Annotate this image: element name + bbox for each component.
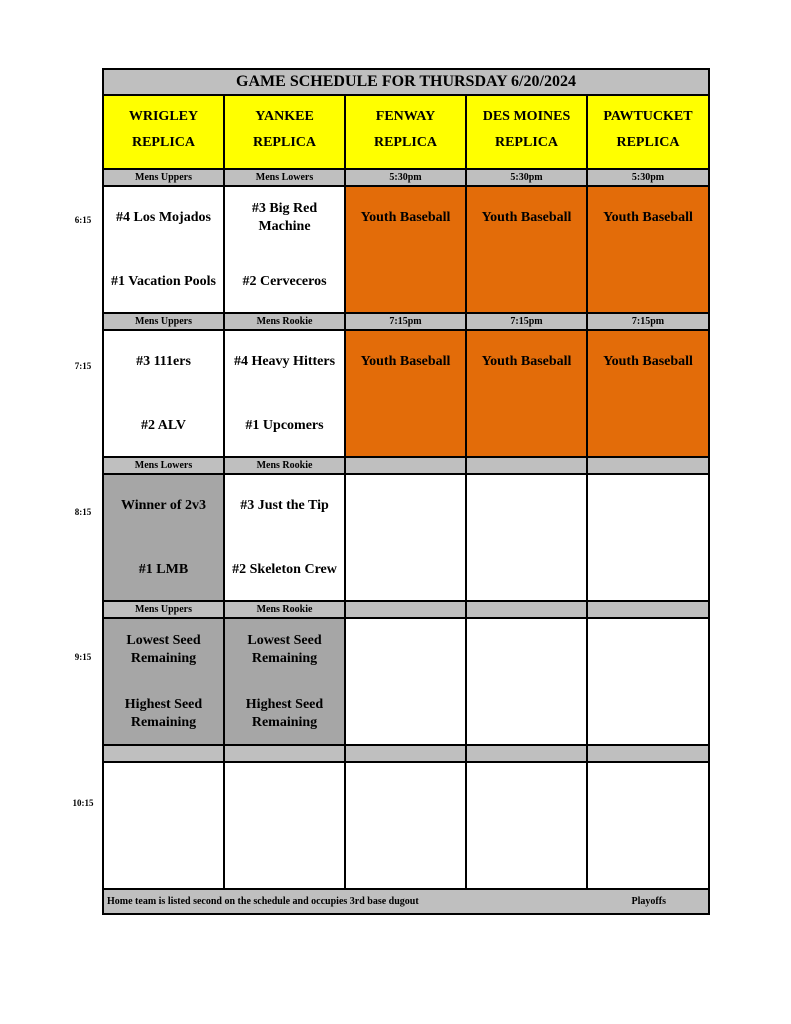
- youth-baseball-cell: [345, 330, 466, 457]
- game-cell: [103, 330, 224, 457]
- field-name: WRIGLEY: [128, 109, 199, 124]
- schedule-table: [102, 68, 710, 915]
- division-label: Mens Lowers: [103, 457, 224, 474]
- youth-baseball-label: Youth Baseball: [481, 354, 572, 369]
- empty-game-cell: [466, 762, 587, 889]
- home-team: #2 Skeleton Crew: [232, 562, 337, 577]
- time-label-1015: 10:15: [72, 798, 94, 808]
- youth-baseball-label: Youth Baseball: [360, 210, 451, 225]
- start-time-label: 7:15pm: [466, 313, 587, 330]
- field-sub: REPLICA: [131, 135, 195, 150]
- home-team: #1 Vacation Pools: [110, 274, 216, 289]
- division-label: Mens Lowers: [224, 169, 345, 186]
- home-team: Highest Seed Remaining: [245, 697, 324, 730]
- youth-baseball-label: Youth Baseball: [360, 354, 451, 369]
- start-time-label: [345, 745, 466, 762]
- division-label: Mens Rookie: [224, 457, 345, 474]
- field-header-des-moines: [466, 95, 587, 169]
- start-time-label: [587, 601, 709, 618]
- empty-game-cell: [345, 474, 466, 601]
- home-team-note: Home team is listed second on the schedule and occupies 3rd base dugout: [107, 896, 419, 907]
- field-header-fenway: [345, 95, 466, 169]
- away-team: #3 111ers: [136, 354, 191, 369]
- division-label: Mens Uppers: [103, 313, 224, 330]
- empty-game-cell: [103, 762, 224, 889]
- home-team: Highest Seed Remaining: [124, 697, 203, 730]
- field-sub: REPLICA: [252, 135, 316, 150]
- youth-baseball-label: Youth Baseball: [603, 354, 693, 369]
- division-label: Mens Uppers: [103, 601, 224, 618]
- away-team: #3 Big Red Machine: [251, 201, 318, 234]
- time-label-815: 8:15: [74, 507, 92, 517]
- empty-game-cell: [345, 762, 466, 889]
- start-time-label: 7:15pm: [345, 313, 466, 330]
- start-time-label: [345, 457, 466, 474]
- empty-game-cell: [587, 474, 709, 601]
- away-team: Lowest Seed Remaining: [247, 633, 322, 666]
- division-label: Mens Uppers: [103, 169, 224, 186]
- empty-game-cell: [224, 762, 345, 889]
- time-label-615: 6:15: [74, 215, 92, 225]
- field-header-pawtucket: [587, 95, 709, 169]
- start-time-label: [587, 457, 709, 474]
- empty-game-cell: [345, 618, 466, 745]
- game-cell: [103, 186, 224, 313]
- field-name: PAWTUCKET: [603, 109, 693, 124]
- youth-baseball-label: Youth Baseball: [481, 210, 572, 225]
- field-name: DES MOINES: [482, 109, 571, 124]
- start-time-label: [345, 601, 466, 618]
- field-sub: REPLICA: [494, 135, 558, 150]
- field-name: YANKEE: [255, 109, 314, 124]
- playoffs-label: Playoffs: [631, 896, 666, 907]
- home-team: #2 Cerveceros: [242, 274, 327, 289]
- home-team: #1 LMB: [138, 562, 189, 577]
- field-sub: REPLICA: [373, 135, 437, 150]
- schedule-title: GAME SCHEDULE FOR THURSDAY 6/20/2024: [103, 69, 709, 95]
- empty-game-cell: [587, 618, 709, 745]
- field-header-yankee: [224, 95, 345, 169]
- division-label: [224, 745, 345, 762]
- time-label-915: 9:15: [74, 652, 92, 662]
- youth-baseball-cell: [466, 330, 587, 457]
- field-header-wrigley: [103, 95, 224, 169]
- game-cell: [224, 186, 345, 313]
- start-time-label: 7:15pm: [587, 313, 709, 330]
- away-team: Winner of 2v3: [120, 498, 207, 513]
- away-team: Lowest Seed Remaining: [126, 633, 201, 666]
- field-name: FENWAY: [375, 109, 436, 124]
- youth-baseball-cell: [466, 186, 587, 313]
- division-label: Mens Rookie: [224, 313, 345, 330]
- away-team: #4 Heavy Hitters: [233, 354, 336, 369]
- start-time-label: [466, 745, 587, 762]
- footer-bar: [103, 889, 709, 914]
- start-time-label: 5:30pm: [345, 169, 466, 186]
- away-team: #4 Los Mojados: [116, 210, 211, 225]
- game-cell: [224, 474, 345, 601]
- home-team: #2 ALV: [140, 418, 186, 433]
- division-label: Mens Rookie: [224, 601, 345, 618]
- away-team: #3 Just the Tip: [240, 498, 329, 513]
- youth-baseball-label: Youth Baseball: [603, 210, 693, 225]
- start-time-label: [466, 457, 587, 474]
- playoff-game-cell: [103, 618, 224, 745]
- start-time-label: [587, 745, 709, 762]
- youth-baseball-cell: [345, 186, 466, 313]
- start-time-label: [466, 601, 587, 618]
- time-label-715: 7:15: [74, 361, 92, 371]
- game-cell: [224, 330, 345, 457]
- youth-baseball-cell: [587, 330, 709, 457]
- empty-game-cell: [466, 474, 587, 601]
- empty-game-cell: [466, 618, 587, 745]
- playoff-game-cell: [103, 474, 224, 601]
- youth-baseball-cell: [587, 186, 709, 313]
- division-label: [103, 745, 224, 762]
- field-sub: REPLICA: [616, 135, 680, 150]
- start-time-label: 5:30pm: [587, 169, 709, 186]
- home-team: #1 Upcomers: [245, 418, 324, 433]
- playoff-game-cell: [224, 618, 345, 745]
- empty-game-cell: [587, 762, 709, 889]
- start-time-label: 5:30pm: [466, 169, 587, 186]
